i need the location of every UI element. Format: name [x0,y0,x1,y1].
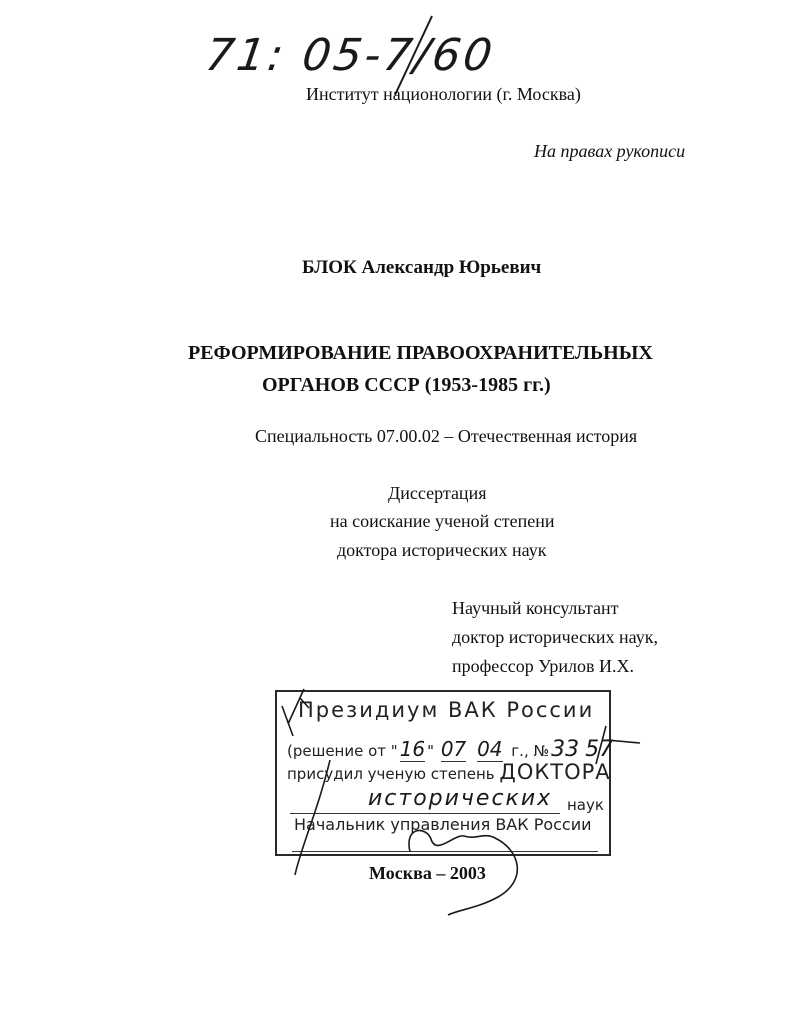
stamp-decision-year-suffix: г., № [511,742,550,760]
consultant-name: профессор Урилов И.Х. [452,656,634,676]
stamp-head-title: Начальник управления ВАК России [294,815,592,834]
stamp-awarded-line [287,760,611,784]
dissertation-title-line-1: РЕФОРМИРОВАНИЕ ПРАВООХРАНИТЕЛЬНЫХ [188,342,653,364]
stamp-signature-underline [292,851,598,852]
stamp-decision-number-suffix: 57 [585,737,614,762]
stamp-decision-number: 33 [551,737,580,762]
stamp-decision-day: 16 [399,737,426,761]
dissertation-label: Диссертация [388,483,487,503]
stamp-decision-month: 07 [440,737,467,761]
stamp-decision-prefix: (решение от " [287,742,398,760]
stamp-field-suffix: наук [567,796,604,814]
stamp-awarded-prefix: присудил ученую степень [287,765,495,783]
stamp-heading: Президиум ВАК России [298,698,595,722]
specialty-line: Специальность 07.00.02 – Отечественная история [255,426,638,446]
degree-purpose: на соискание ученой степени [330,511,555,531]
manuscript-rights-note: На правах рукописи [534,141,686,161]
stamp-decision-year: 04 [477,737,503,761]
consultant-degree: доктор исторических наук, [452,627,658,647]
city-year: Москва – 2003 [369,863,486,883]
handwritten-catalog-code: 71: 05-7/60 [202,30,499,81]
stamp-degree: ДОКТОРА [499,760,611,784]
degree-name: доктора исторических наук [337,540,547,560]
stamp-field-underline [290,813,560,814]
stamp-decision-line: (решение от " 16 " 07 04 г., №33 57 [287,737,614,762]
institute-name: Институт национологии (г. Москва) [306,84,581,104]
consultant-label: Научный консультант [452,598,619,618]
dissertation-title-line-2: ОРГАНОВ СССР (1953-1985 гг.) [262,374,551,396]
stamp-field-handwritten: исторических [368,786,553,811]
author-name: БЛОК Александр Юрьевич [302,257,542,278]
